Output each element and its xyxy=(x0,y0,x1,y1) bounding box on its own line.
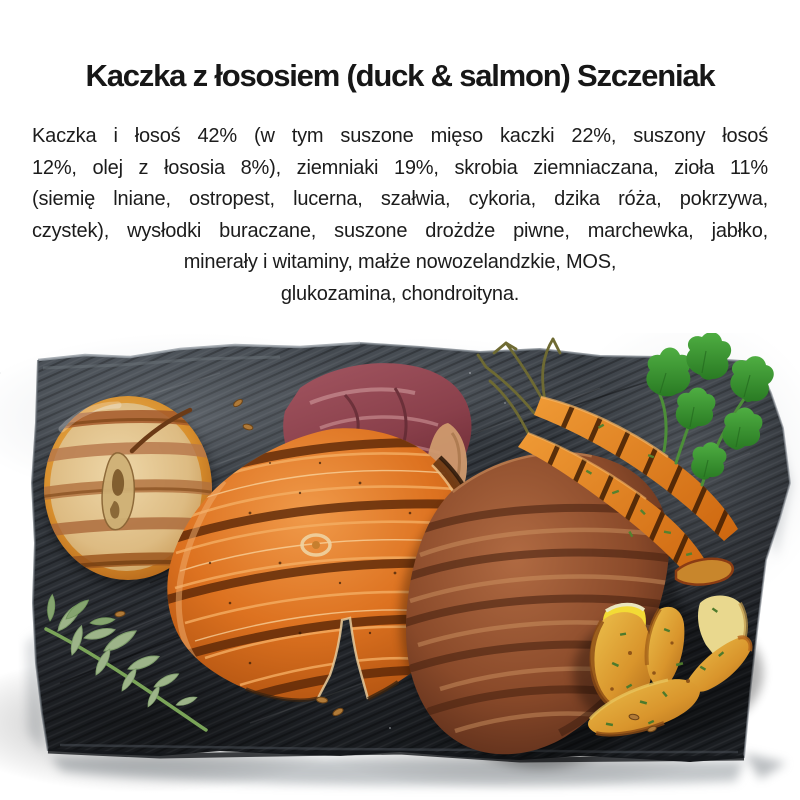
ingredients-line: minerały i witaminy, małże nowozelandzkie, MOS, xyxy=(183,251,617,273)
food-illustration xyxy=(0,333,800,800)
ingredients-line: 12%, olej z łososia 8%), ziemniaki 19%, skrobia ziemniaczana, zioła 11% xyxy=(32,156,768,179)
ingredients-line: Kaczka i łosoś 42% (w tym suszone mięso kaczki 22%, suszony łosoś xyxy=(32,125,768,147)
product-photo xyxy=(0,333,800,800)
page-title: Kaczka z łososiem (duck & salmon) Szczeniak xyxy=(85,58,715,93)
ingredients-line: (siemię lniane, ostropest, lucerna, szałwia, cykoria, dzika róża, pokrzywa, xyxy=(32,188,768,210)
ingredients-paragraph xyxy=(32,121,768,310)
ingredients-line: czystek), wysłodki buraczane, suszone drożdże piwne, marchewka, jabłko, xyxy=(32,219,768,242)
ingredients-line: glukozamina, chondroityna. xyxy=(280,282,520,305)
